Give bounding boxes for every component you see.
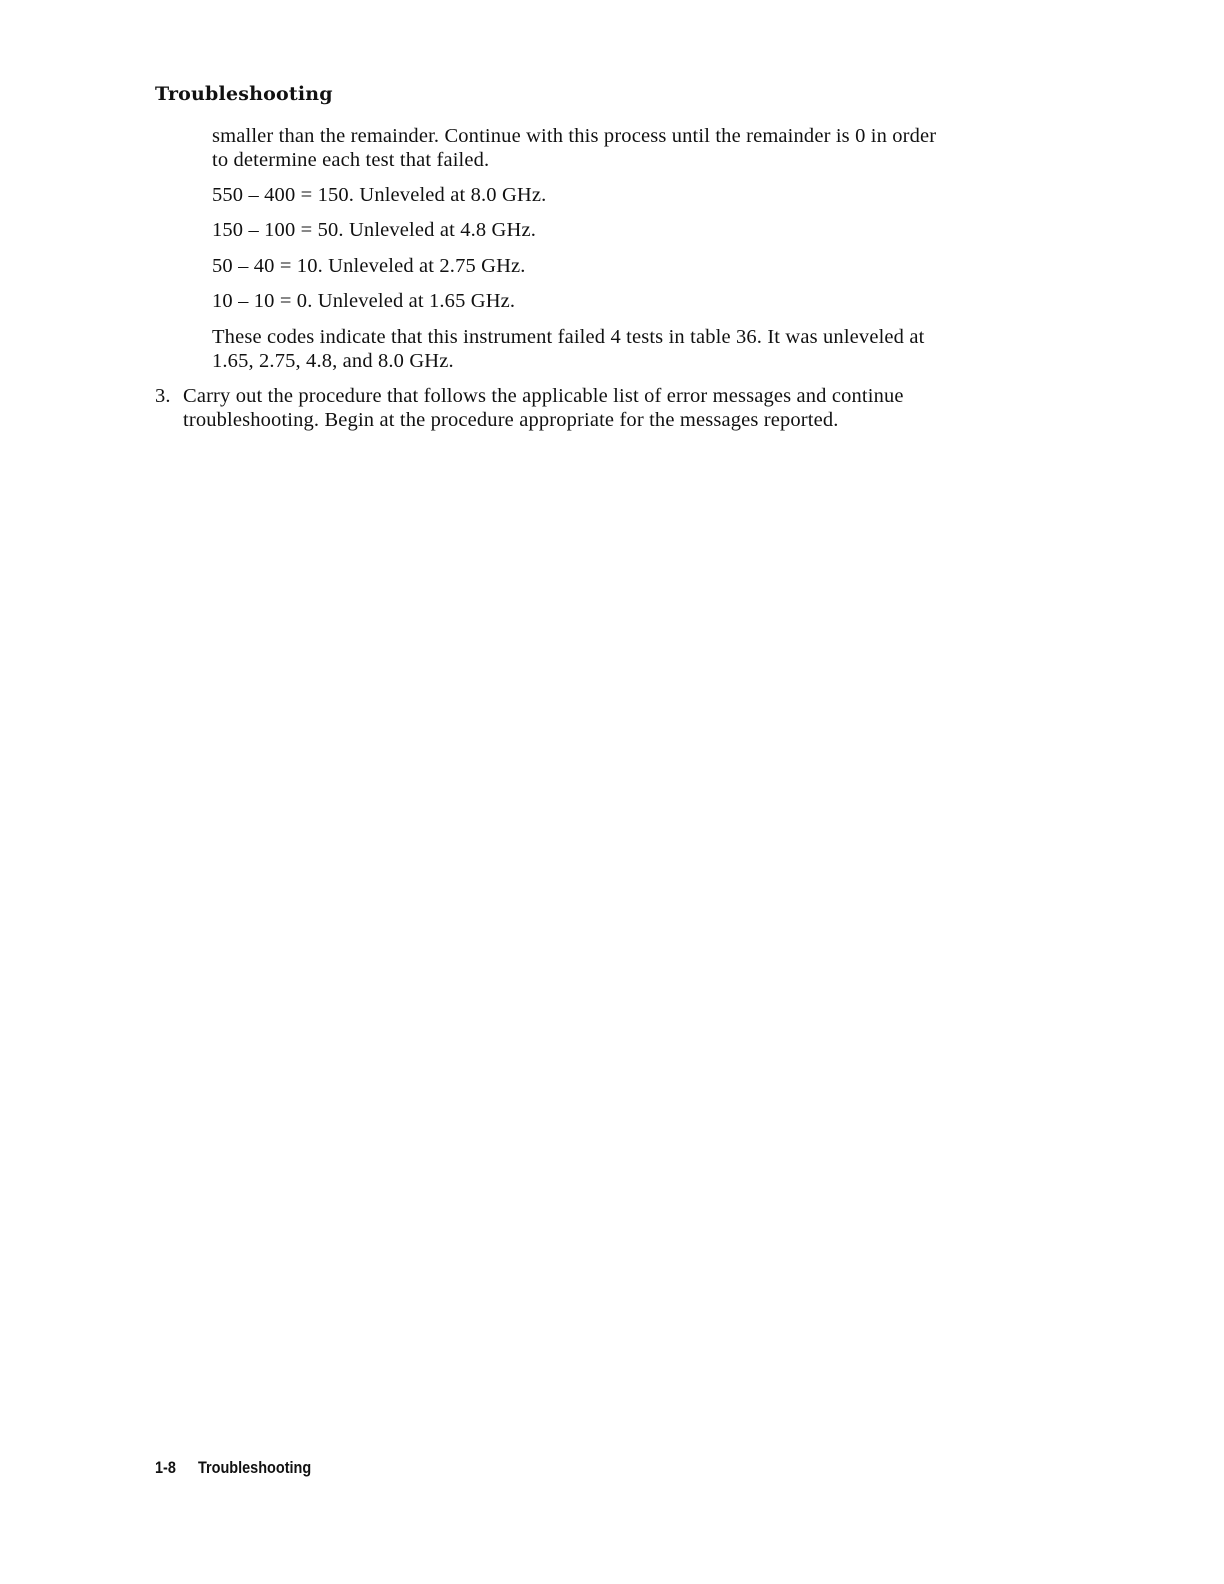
summary-paragraph [212, 325, 1052, 373]
page-number: 1-8 [155, 1458, 176, 1477]
page-footer [155, 1458, 311, 1478]
calculation-line: 50 – 40 = 10. Unleveled at 2.75 GHz. [212, 255, 526, 277]
calculation-line: 550 – 400 = 150. Unleveled at 8.0 GHz. [212, 184, 547, 206]
footer-section-title: Troubleshooting [197, 1458, 312, 1477]
intro-line: to determine each test that failed. [212, 149, 490, 171]
summary-line: 1.65, 2.75, 4.8, and 8.0 GHz. [212, 350, 454, 372]
calculation-line: 150 – 100 = 50. Unleveled at 4.8 GHz. [212, 219, 536, 241]
intro-line: smaller than the remainder. Continue with this process until the remainder is 0 in order [212, 125, 937, 147]
step-line: troubleshooting. Begin at the procedure appropriate for the messages reported. [183, 409, 839, 431]
page-header: Troubleshooting [155, 83, 333, 105]
step-number: 3. [155, 385, 171, 407]
step-line: Carry out the procedure that follows the applicable list of error messages and continue [183, 385, 904, 407]
step-text [183, 384, 1053, 432]
intro-paragraph [212, 124, 1052, 172]
summary-line: These codes indicate that this instrument failed 4 tests in table 36. It was unleveled at [212, 326, 925, 348]
calculation-line: 10 – 10 = 0. Unleveled at 1.65 GHz. [212, 290, 516, 312]
